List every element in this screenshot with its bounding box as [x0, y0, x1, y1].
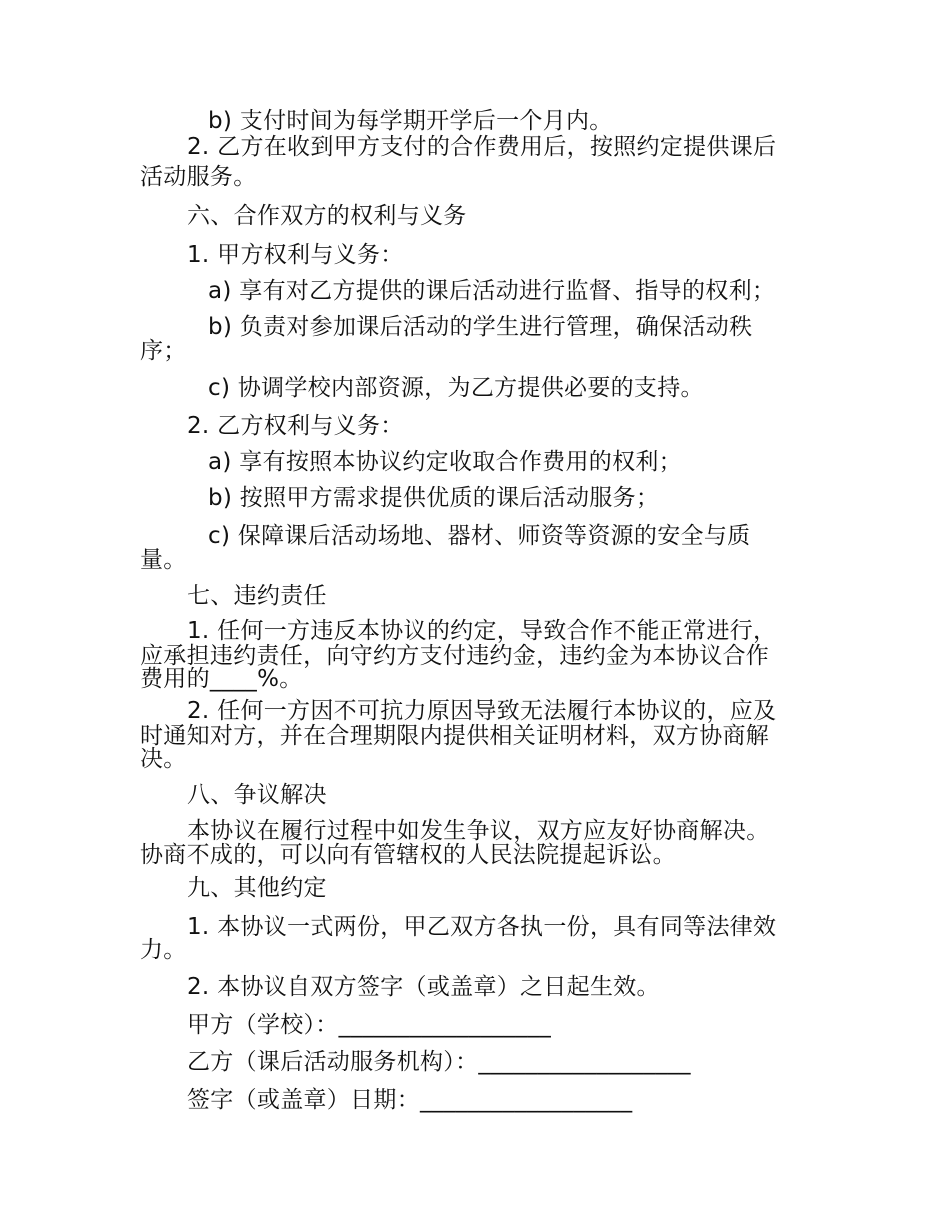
text-line: 签字（或盖章）日期：__________________ — [187, 1087, 633, 1113]
text-line: 乙方（课后活动服务机构）：__________________ — [187, 1049, 691, 1075]
text-line: 序； — [140, 338, 187, 364]
text-line: 1. 本协议一式两份，甲乙双方各执一份，具有同等法律效 — [187, 914, 777, 940]
text-line: 八、争议解决 — [187, 782, 327, 808]
text-line: 2. 乙方在收到甲方支付的合作费用后，按照约定提供课后 — [187, 134, 777, 160]
text-line: 2. 乙方权利与义务： — [187, 413, 404, 439]
text-line: 量。 — [140, 547, 187, 573]
text-line: 协商不成的，可以向有管辖权的人民法院提起诉讼。 — [140, 842, 676, 868]
text-line: 2. 任何一方因不可抗力原因导致无法履行本协议的，应及 — [187, 698, 777, 724]
text-line: a) 享有按照本协议约定收取合作费用的权利； — [208, 449, 682, 475]
text-line: 时通知对方，并在合理期限内提供相关证明材料，双方协商解 — [140, 723, 770, 749]
text-line: 费用的____%。 — [140, 666, 303, 692]
text-line: b) 按照甲方需求提供优质的课后活动服务； — [208, 485, 660, 511]
text-line: 1. 任何一方违反本协议的约定，导致合作不能正常进行， — [187, 618, 777, 644]
text-line: 应承担违约责任，向守约方支付违约金，违约金为本协议合作 — [140, 643, 770, 669]
text-line: 六、合作双方的权利与义务 — [187, 203, 467, 229]
text-line: 1. 甲方权利与义务： — [187, 242, 404, 268]
text-line: 本协议在履行过程中如发生争议，双方应友好协商解决。 — [187, 818, 770, 844]
text-line: c) 保障课后活动场地、器材、师资等资源的安全与质 — [208, 523, 751, 549]
text-line: 活动服务。 — [140, 164, 257, 190]
text-line: b) 支付时间为每学期开学后一个月内。 — [208, 108, 613, 134]
text-line: 决。 — [140, 746, 187, 772]
text-line: 七、违约责任 — [187, 583, 327, 609]
text-line: b) 负责对参加课后活动的学生进行管理，确保活动秩 — [208, 314, 753, 340]
text-line: a) 享有对乙方提供的课后活动进行监督、指导的权利； — [208, 278, 776, 304]
text-line: 2. 本协议自双方签字（或盖章）之日起生效。 — [187, 974, 660, 1000]
text-line: 力。 — [140, 937, 187, 963]
text-line: 九、其他约定 — [187, 875, 327, 901]
text-line: c) 协调学校内部资源，为乙方提供必要的支持。 — [208, 375, 704, 401]
text-line: 甲方（学校）：__________________ — [187, 1012, 551, 1038]
